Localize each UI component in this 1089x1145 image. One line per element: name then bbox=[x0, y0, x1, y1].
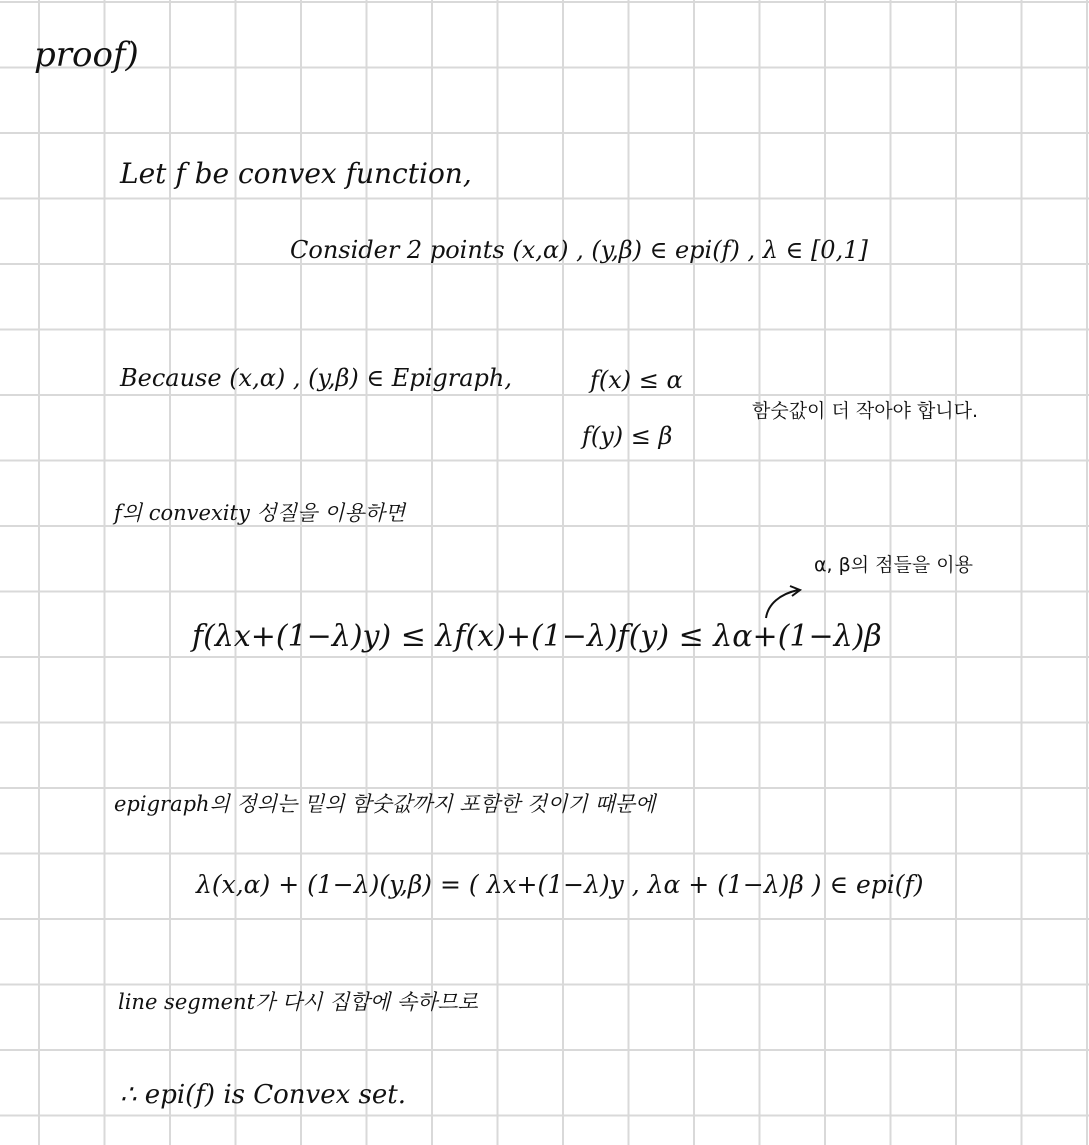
proof-label: proof) bbox=[34, 35, 139, 75]
statement-convexity: f의 convexity 성질을 이용하면 bbox=[114, 501, 406, 525]
annotation-smaller-value: 함숫값이 더 작아야 합니다. bbox=[752, 400, 979, 422]
convex-combination-equation: λ(x,α) + (1−λ)(y,β) = ( λx+(1−λ)y , λα + (1−λ)β ) ∈ epi(f) bbox=[196, 870, 924, 899]
main-inequality: f(λx+(1−λ)y) ≤ λf(x)+(1−λ)f(y) ≤ λα+(1−λ)β bbox=[192, 619, 882, 654]
conclusion: ∴ epi(f) is Convex set. bbox=[120, 1080, 406, 1110]
inequality-fy: f(y) ≤ β bbox=[582, 422, 673, 450]
annotation-alpha-beta: α, β의 점들을 이용 bbox=[814, 554, 973, 576]
statement-because: Because (x,α) , (y,β) ∈ Epigraph, bbox=[120, 364, 512, 392]
inequality-fx: f(x) ≤ α bbox=[590, 366, 683, 394]
statement-consider: Consider 2 points (x,α) , (y,β) ∈ epi(f) , λ ∈ [0,1] bbox=[290, 236, 868, 264]
statement-line-segment: line segment가 다시 집합에 속하므로 bbox=[118, 990, 478, 1014]
statement-epigraph-definition: epigraph의 정의는 밑의 함숫값까지 포함한 것이기 때문에 bbox=[114, 792, 656, 816]
curved-arrow-icon bbox=[760, 582, 810, 622]
statement-let: Let f be convex function, bbox=[120, 157, 472, 190]
